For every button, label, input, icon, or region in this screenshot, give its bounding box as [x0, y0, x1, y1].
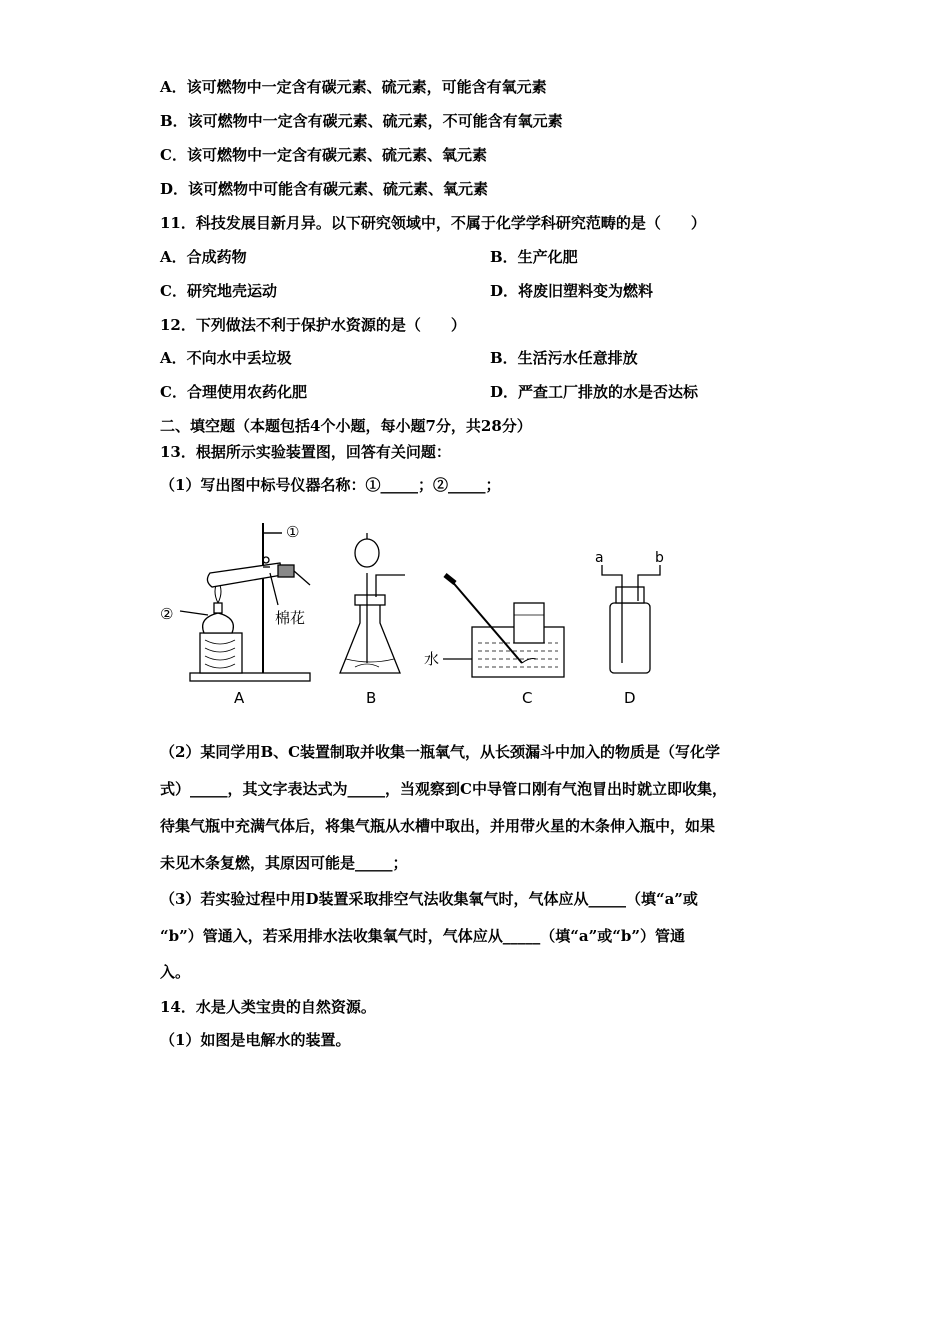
apparatus-c — [443, 575, 564, 677]
q13-part3-line3: 入。 — [160, 963, 191, 981]
q11-option-c: C．研究地壳运动 — [160, 282, 277, 300]
q11-option-a: A．合成药物 — [160, 248, 247, 266]
figure-label-2: ② — [160, 605, 174, 623]
q13-part2-line1: （2）某同学用B、C装置制取并收集一瓶氧气，从长颈漏斗中加入的物质是（写化学 — [160, 743, 721, 761]
q12-option-d: D．严查工厂排放的水是否达标 — [490, 383, 699, 401]
q12-option-b: B．生活污水任意排放 — [490, 349, 638, 367]
section-heading: 二、填空题（本题包括4个小题，每小题7分，共28分） — [160, 417, 532, 435]
q10-option-b: B．该可燃物中一定含有碳元素、硫元素，不可能含有氧元素 — [160, 112, 563, 130]
q14-part1: （1）如图是电解水的装置。 — [160, 1031, 351, 1049]
apparatus-figure — [150, 515, 680, 715]
figure-caption-d: D — [624, 689, 636, 707]
q10-option-a: A．该可燃物中一定含有碳元素、硫元素，可能含有氧元素 — [160, 78, 547, 96]
figure-label-a: a — [595, 550, 604, 566]
apparatus-a — [180, 523, 310, 681]
q11-option-d: D．将废旧塑料变为燃料 — [490, 282, 654, 300]
q12-option-a: A．不向水中丢垃圾 — [160, 349, 292, 367]
figure-label-1: ① — [286, 523, 300, 541]
q10-option-c: C．该可燃物中一定含有碳元素、硫元素、氧元素 — [160, 146, 487, 164]
q12-option-c: C．合理使用农药化肥 — [160, 383, 307, 401]
q11-stem: 11．科技发展目新月异。以下研究领域中，不属于化学学科研究范畴的是（ ） — [160, 214, 706, 232]
q13-part2-line3: 待集气瓶中充满气体后，将集气瓶从水槽中取出，并用带火星的木条伸入瓶中，如果 — [160, 817, 716, 835]
q13-part3-line1: （3）若实验过程中用D装置采取排空气法收集氧气时，气体应从_____（填“a”或 — [160, 890, 698, 908]
q13-part3-line2: “b”）管通入，若采用排水法收集氧气时，气体应从_____（填“a”或“b”）管通 — [160, 927, 685, 945]
q13-stem: 13．根据所示实验装置图，回答有关问题： — [160, 443, 451, 461]
q12-stem: 12．下列做法不利于保护水资源的是（ ） — [160, 316, 466, 334]
q13-part1: （1）写出图中标号仪器名称：①_____；②_____； — [160, 476, 501, 494]
figure-label-cotton: 棉花 — [275, 609, 306, 627]
q14-stem: 14．水是人类宝贵的自然资源。 — [160, 998, 376, 1016]
figure-label-water: 水 — [424, 650, 440, 668]
q13-part2-line2: 式）_____，其文字表达式为_____，当观察到C中导管口刚有气泡冒出时就立即收集， — [160, 780, 727, 798]
q13-part2-line4: 未见木条复燃，其原因可能是_____； — [160, 854, 408, 872]
q10-option-d: D．该可燃物中可能含有碳元素、硫元素、氧元素 — [160, 180, 489, 198]
q11-option-b: B．生产化肥 — [490, 248, 578, 266]
apparatus-b — [340, 533, 405, 673]
figure-caption-b: B — [366, 689, 377, 707]
figure-caption-c: C — [522, 689, 533, 707]
figure-label-b: b — [655, 550, 664, 566]
figure-caption-a: A — [234, 689, 245, 707]
apparatus-d — [602, 565, 660, 673]
